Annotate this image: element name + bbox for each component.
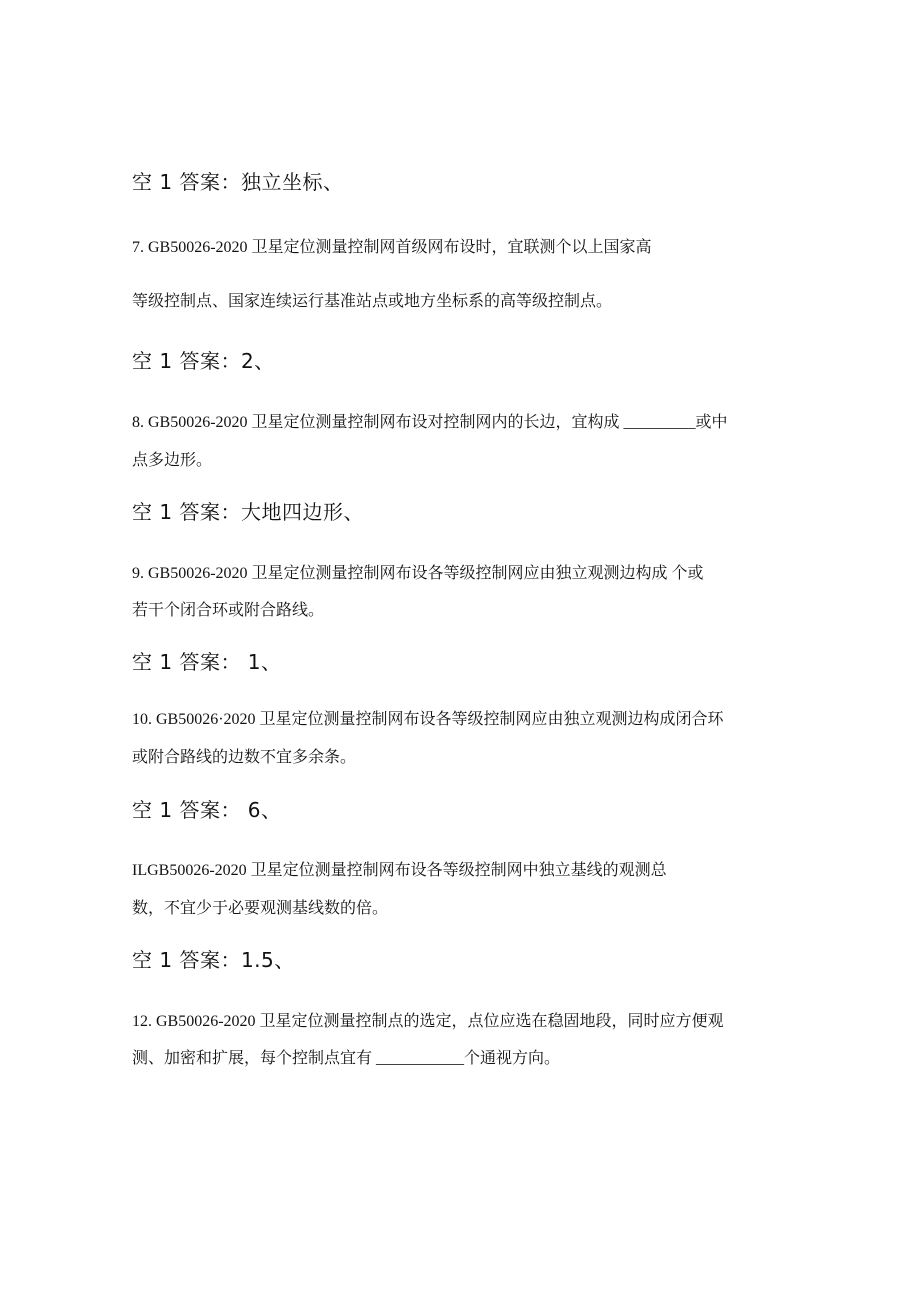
question-10-line-2: 或附合路线的边数不宜多余条。 [132,749,357,766]
answer-line-10: 空 1 答案： 6、 [132,798,282,822]
question-8-line-1: 8. GB50026-2020 卫星定位测量控制网布设对控制网内的长边，宜构成 _________或中 [132,414,728,431]
answer-line-8: 空 1 答案：大地四边形、 [132,500,364,524]
answer-line-7: 空 1 答案：2、 [132,349,275,373]
question-11-line-1: ILGB50026-2020 卫星定位测量控制网布设各等级控制网中独立基线的观测总 [132,862,667,879]
question-11-line-2: 数，不宜少于必要观测基线数的倍。 [132,900,389,917]
answer-line-9: 空 1 答案： 1、 [132,650,282,674]
answer-line-11: 空 1 答案：1.5、 [132,948,295,972]
question-9-line-2: 若干个闭合环或附合路线。 [132,602,325,619]
question-7-line-2: 等级控制点、国家连续运行基准站点或地方坐标系的高等级控制点。 [132,293,613,310]
question-9-line-1: 9. GB50026-2020 卫星定位测量控制网布设各等级控制网应由独立观测边构成 个或 [132,565,704,582]
question-8-line-2: 点多边形。 [132,452,213,469]
answer-line-6: 空 1 答案：独立坐标、 [132,170,344,194]
question-12-line-2: 测、加密和扩展，每个控制点宜有 ___________个通视方向。 [132,1050,561,1067]
question-7-line-1: 7. GB50026-2020 卫星定位测量控制网首级网布设时，宜联测个以上国家高 [132,239,652,256]
question-10-line-1: 10. GB50026·2020 卫星定位测量控制网布设各等级控制网应由独立观测边构成闭合环 [132,711,724,728]
question-12-line-1: 12. GB50026-2020 卫星定位测量控制点的选定，点位应选在稳固地段，同时应方便观 [132,1013,724,1030]
